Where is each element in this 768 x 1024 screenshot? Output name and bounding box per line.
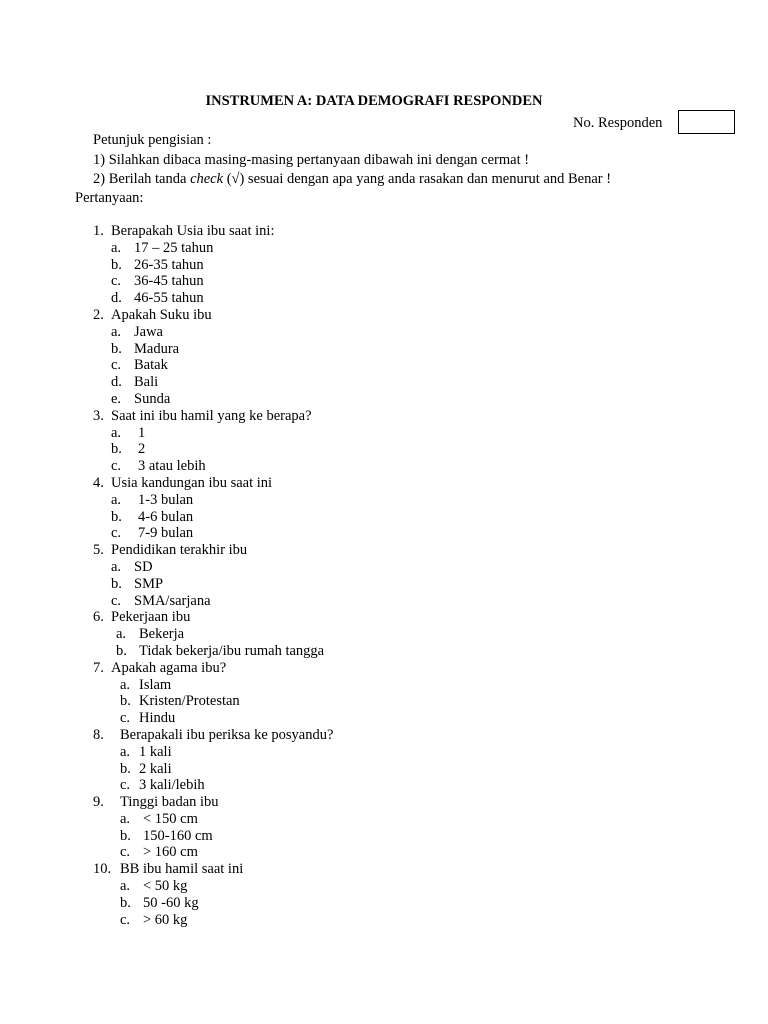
question-item bbox=[0, 660, 768, 677]
question-number: 2. bbox=[93, 306, 104, 323]
respondent-number-label: No. Responden bbox=[573, 115, 663, 131]
option-text: 46-55 tahun bbox=[134, 290, 204, 307]
option-letter: a. bbox=[111, 491, 122, 508]
option-text: 50 -60 kg bbox=[143, 894, 199, 911]
option-letter: b. bbox=[120, 693, 131, 710]
answer-option[interactable] bbox=[0, 643, 768, 660]
option-letter: a. bbox=[120, 810, 131, 827]
answer-option[interactable] bbox=[0, 374, 768, 391]
option-letter: a. bbox=[116, 626, 127, 643]
question-number: 3. bbox=[93, 407, 104, 424]
option-letter: b. bbox=[116, 642, 127, 659]
question-item bbox=[0, 408, 768, 425]
option-text: SMP bbox=[134, 575, 164, 592]
option-letter: b. bbox=[120, 894, 131, 911]
answer-option[interactable] bbox=[0, 878, 768, 895]
option-letter: b. bbox=[120, 827, 131, 844]
question-text: Tinggi badan ibu bbox=[120, 794, 219, 811]
option-text: 150-160 cm bbox=[143, 827, 213, 844]
answer-option[interactable] bbox=[0, 425, 768, 442]
questions-heading: Pertanyaan: bbox=[75, 190, 144, 206]
answer-option[interactable] bbox=[0, 273, 768, 290]
question-item bbox=[0, 794, 768, 811]
option-text: < 150 cm bbox=[143, 810, 198, 827]
answer-option[interactable] bbox=[0, 828, 768, 845]
answer-option[interactable] bbox=[0, 626, 768, 643]
instruction-2 bbox=[93, 171, 611, 188]
option-text: > 160 cm bbox=[143, 844, 198, 861]
option-letter: b. bbox=[111, 256, 122, 273]
answer-option[interactable] bbox=[0, 693, 768, 710]
option-letter: a. bbox=[111, 323, 122, 340]
option-text: Tidak bekerja/ibu rumah tangga bbox=[139, 642, 325, 659]
answer-option[interactable] bbox=[0, 777, 768, 794]
option-text: 17 – 25 tahun bbox=[134, 239, 214, 256]
option-text: 1 kali bbox=[139, 743, 172, 760]
option-letter: c. bbox=[111, 273, 122, 290]
option-text: Islam bbox=[139, 676, 172, 693]
option-text: Batak bbox=[134, 357, 168, 374]
question-number: 1. bbox=[93, 223, 104, 239]
question-list bbox=[0, 223, 768, 928]
option-text: Jawa bbox=[134, 323, 163, 340]
answer-option[interactable] bbox=[0, 240, 768, 257]
question-item bbox=[0, 223, 768, 240]
option-text: 7-9 bulan bbox=[138, 525, 194, 542]
option-letter: d. bbox=[111, 290, 122, 307]
option-text: 2 bbox=[138, 441, 146, 458]
option-letter: c. bbox=[120, 844, 131, 861]
answer-option[interactable] bbox=[0, 912, 768, 929]
question-number: 9. bbox=[93, 794, 104, 811]
question-text: Usia kandungan ibu saat ini bbox=[111, 474, 273, 491]
answer-option[interactable] bbox=[0, 559, 768, 576]
instruction-number: 1) bbox=[93, 152, 106, 168]
answer-option[interactable] bbox=[0, 761, 768, 778]
option-letter: b. bbox=[111, 441, 122, 458]
option-letter: a. bbox=[111, 558, 122, 575]
option-text: SMA/sarjana bbox=[134, 592, 211, 609]
option-text: Madura bbox=[134, 340, 180, 357]
question-number: 6. bbox=[93, 609, 104, 626]
option-letter: a. bbox=[111, 239, 122, 256]
option-letter: c. bbox=[120, 911, 131, 928]
question-item bbox=[0, 475, 768, 492]
answer-option[interactable] bbox=[0, 710, 768, 727]
answer-option[interactable] bbox=[0, 525, 768, 542]
answer-option[interactable] bbox=[0, 357, 768, 374]
answer-option[interactable] bbox=[0, 290, 768, 307]
answer-option[interactable] bbox=[0, 492, 768, 509]
option-letter: e. bbox=[111, 390, 122, 407]
option-text: > 60 kg bbox=[143, 911, 188, 928]
answer-option[interactable] bbox=[0, 324, 768, 341]
option-letter: a. bbox=[120, 676, 131, 693]
question-number: 5. bbox=[93, 542, 104, 559]
question-item bbox=[0, 861, 768, 878]
option-text: Hindu bbox=[139, 710, 176, 727]
question-text: Pekerjaan ibu bbox=[111, 609, 191, 626]
option-letter: b. bbox=[120, 760, 131, 777]
option-text: 1 bbox=[138, 424, 146, 441]
instruction-text: Silahkan dibaca masing-masing pertanyaan dibawah ini dengan cermat ! bbox=[108, 152, 530, 168]
answer-option[interactable] bbox=[0, 509, 768, 526]
option-text: < 50 kg bbox=[143, 878, 188, 895]
option-text: 36-45 tahun bbox=[134, 273, 204, 290]
option-letter: a. bbox=[120, 743, 131, 760]
instruction-text-italic: check bbox=[190, 171, 224, 187]
option-text: Bekerja bbox=[139, 626, 185, 643]
question-item bbox=[0, 307, 768, 324]
instruction-text-after: (√) sesuai dengan apa yang anda rasakan dan menurut and Benar ! bbox=[223, 171, 612, 187]
instruction-1 bbox=[93, 152, 529, 169]
answer-option[interactable] bbox=[0, 744, 768, 761]
instruction-number: 2) bbox=[93, 171, 106, 187]
question-number: 8. bbox=[93, 726, 104, 743]
question-text: BB ibu hamil saat ini bbox=[120, 861, 244, 878]
answer-option[interactable] bbox=[0, 677, 768, 694]
answer-option[interactable] bbox=[0, 458, 768, 475]
option-letter: c. bbox=[111, 357, 122, 374]
answer-option[interactable] bbox=[0, 811, 768, 828]
option-text: 26-35 tahun bbox=[134, 256, 204, 273]
answer-option[interactable] bbox=[0, 341, 768, 358]
option-text: 3 kali/lebih bbox=[139, 777, 205, 794]
answer-option[interactable] bbox=[0, 895, 768, 912]
option-letter: b. bbox=[111, 508, 122, 525]
answer-option[interactable] bbox=[0, 441, 768, 458]
option-letter: c. bbox=[120, 710, 131, 727]
answer-option[interactable] bbox=[0, 391, 768, 408]
document-title: INSTRUMEN A: DATA DEMOGRAFI RESPONDEN bbox=[205, 93, 543, 109]
option-letter: d. bbox=[111, 374, 122, 391]
option-letter: a. bbox=[111, 424, 122, 441]
option-letter: c. bbox=[111, 525, 122, 542]
question-item bbox=[0, 609, 768, 626]
option-letter: c. bbox=[111, 592, 122, 609]
option-letter: b. bbox=[111, 575, 122, 592]
question-number: 4. bbox=[93, 474, 104, 491]
instructions-heading: Petunjuk pengisian : bbox=[93, 132, 212, 148]
answer-option[interactable] bbox=[0, 844, 768, 861]
option-text: 2 kali bbox=[139, 760, 172, 777]
option-text: Bali bbox=[134, 374, 159, 391]
question-text: Apakah Suku ibu bbox=[111, 306, 212, 323]
option-letter: c. bbox=[111, 458, 122, 475]
question-item bbox=[0, 727, 768, 744]
option-letter: c. bbox=[120, 777, 131, 794]
option-text: 4-6 bulan bbox=[138, 508, 194, 525]
question-text: Berapakali ibu periksa ke posyandu? bbox=[120, 726, 334, 743]
option-letter: b. bbox=[111, 340, 122, 357]
answer-option[interactable] bbox=[0, 576, 768, 593]
question-number: 10. bbox=[93, 861, 112, 878]
option-text: 1-3 bulan bbox=[138, 491, 194, 508]
question-text: Berapakah Usia ibu saat ini: bbox=[111, 223, 275, 239]
question-number: 7. bbox=[93, 659, 104, 676]
answer-option[interactable] bbox=[0, 257, 768, 274]
respondent-number-box[interactable] bbox=[678, 110, 735, 134]
question-item bbox=[0, 542, 768, 559]
question-text: Apakah agama ibu? bbox=[111, 659, 227, 676]
option-text: Sunda bbox=[134, 390, 171, 407]
instruction-text-before: Berilah tanda bbox=[108, 171, 191, 187]
question-text: Saat ini ibu hamil yang ke berapa? bbox=[111, 407, 312, 424]
option-letter: a. bbox=[120, 878, 131, 895]
option-text: SD bbox=[134, 558, 153, 575]
option-text: Kristen/Protestan bbox=[139, 693, 240, 710]
question-text: Pendidikan terakhir ibu bbox=[111, 542, 248, 559]
option-text: 3 atau lebih bbox=[138, 458, 206, 475]
answer-option[interactable] bbox=[0, 593, 768, 610]
